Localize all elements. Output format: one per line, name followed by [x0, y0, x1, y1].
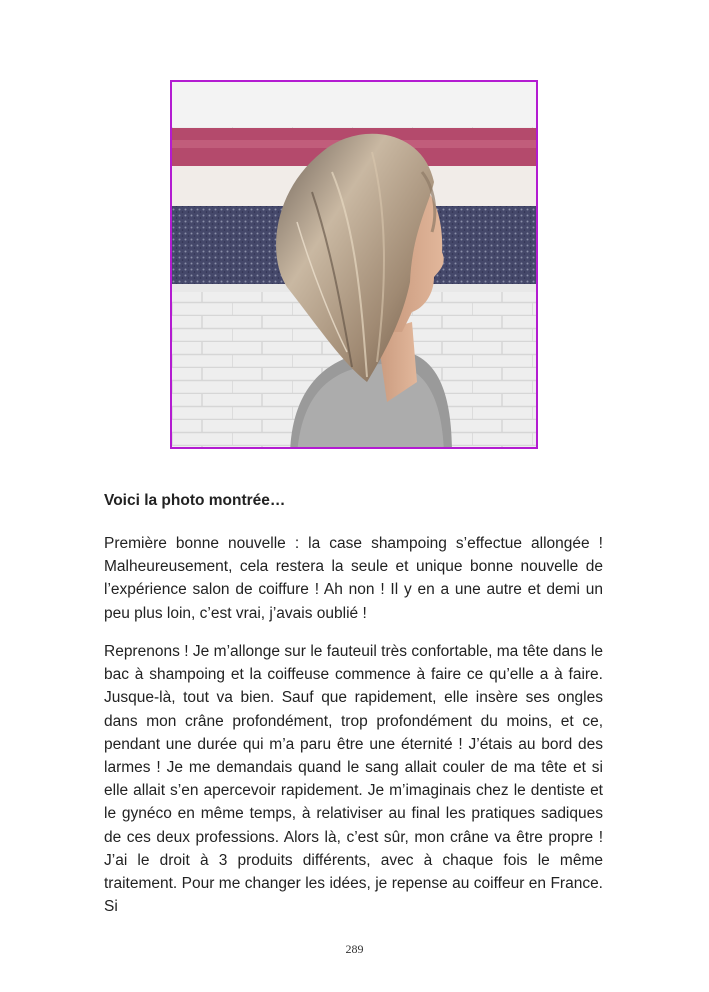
photo: [170, 80, 538, 449]
photo-caption: Voici la photo montrée…: [104, 492, 286, 509]
paragraph-1: Première bonne nouvelle : la case shampoing s’effectue allongée ! Malheureusement, cela restera la seule et unique bonne nouvelle de l’expérience salon de coiffure ! Ah non ! Il y en a une autre et demi un peu plus loin, c’est vrai, j’avais oublié !: [104, 535, 603, 622]
hair-photo-illustration: [172, 82, 536, 447]
page-number: 289: [345, 942, 364, 956]
paragraph-2: Reprenons ! Je m’allonge sur le fauteuil très confortable, ma tête dans le bac à shampoing et la coiffeuse commence à faire ce qu’elle a à faire. Jusque-là, tout va bien. Sauf que rapidement, elle insère ses ongles dans mon crâne profondément, trop profondément du moins, et ce, pendant une durée qui m’a paru être une éternité ! J’étais au bord des larmes ! Je me demandais quand le sang allait couler de ma tête et si elle allait s’en apercevoir rapidement. Je m’imaginais chez le dentiste et le gynéco en même temps, à relativiser au final les pratiques sadiques de ces deux professions. Alors là, c’est sûr, mon crâne va être propre ! J’ai le droit à 3 produits différents, avec à chaque fois le même traitement. Pour me changer les idées, je repense au coiffeur en France. Si: [104, 643, 603, 916]
